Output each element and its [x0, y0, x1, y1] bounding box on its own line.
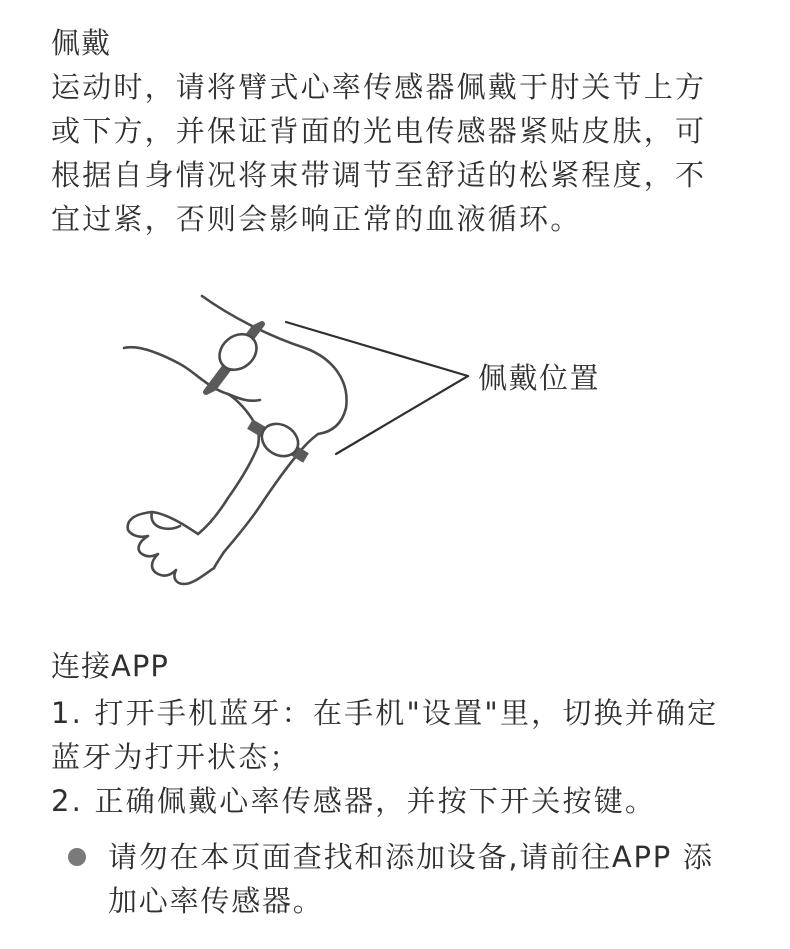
note-line-2: 加心率传感器。 — [108, 884, 324, 918]
wearing-position-label: 佩戴位置 — [478, 361, 601, 395]
connect-step-1-line-2: 蓝牙为打开状态； — [51, 740, 301, 774]
wearing-paragraph-line-1: 运动时，请将臂式心率传感器佩戴于肘关节上方 — [51, 70, 707, 104]
wearing-paragraph-line-4: 宜过紧，否则会影响正常的血液循环。 — [51, 202, 582, 236]
connect-app-heading: 连接APP — [51, 649, 169, 683]
connect-step-2: 2. 正确佩戴心率传感器，并按下开关按键。 — [51, 784, 657, 818]
wearing-paragraph-line-3: 根据自身情况将束带调节至舒适的松紧程度，不 — [51, 158, 707, 192]
callout-line-lower — [336, 376, 468, 454]
note-line-1: 请勿在本页面查找和添加设备,请前往APP 添 — [108, 840, 714, 874]
forearm-upper-edge — [198, 394, 259, 534]
hand-outline — [128, 512, 214, 584]
callout-line-upper — [286, 322, 468, 376]
note-bullet — [68, 848, 86, 866]
wearing-heading: 佩戴 — [51, 26, 112, 60]
connect-step-1-line-1: 1. 打开手机蓝牙：在手机"设置"里，切换并确定 — [51, 696, 719, 730]
wearing-paragraph-line-2: 或下方，并保证背面的光电传感器紧贴皮肤，可 — [51, 114, 707, 148]
arm-wearing-illustration — [110, 288, 630, 598]
